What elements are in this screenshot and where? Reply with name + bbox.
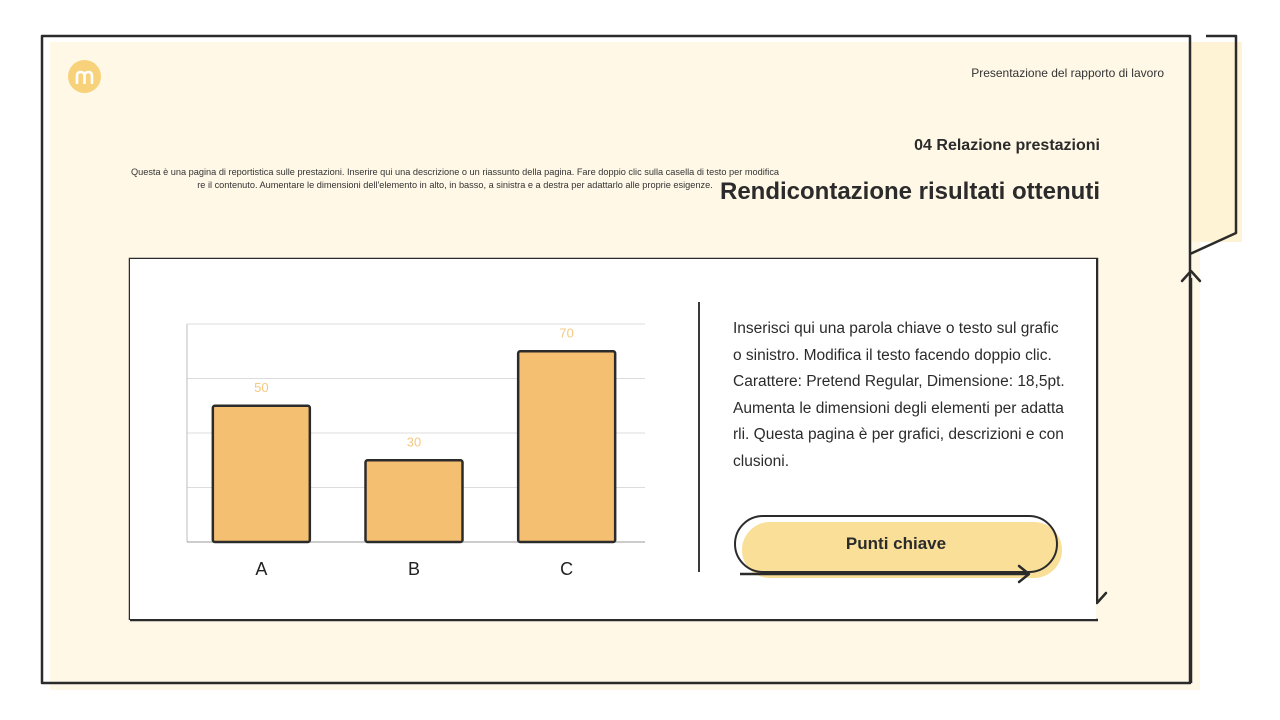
presentation-subtitle: Presentazione del rapporto di lavoro <box>971 66 1164 80</box>
page-title: Rendicontazione risultati ottenuti <box>719 178 1100 205</box>
bar-a <box>213 406 310 542</box>
chart-description: Inserisci qui una parola chiave o testo sul grafico sinistro. Modifica il testo facendo doppio clic. Carattere: Pretend Regular, Dimensione: 18,5pt. Aumenta le dimensioni degli elementi per adattarli. Questa pagina è per grafici, descrizioni e conclusioni. <box>733 320 1065 470</box>
tick-label-c: C <box>560 559 574 579</box>
page-description: Questa è una pagina di reportistica sulle prestazioni. Inserire qui una descrizione o un riassunto della pagina. Fare doppio clic sulla casella di testo per modificare il contenuto. Aumentare le dimensioni dell'elemento in alto, in basso, a sinistra e a destra per adattarlo alle proprie esigenze. <box>130 167 780 190</box>
bar-b <box>366 460 463 542</box>
vertical-divider <box>698 302 700 572</box>
tick-label-a: A <box>255 559 268 579</box>
data-label-a: 50 <box>254 379 269 395</box>
tick-label-b: B <box>407 559 421 579</box>
key-points-button[interactable]: Punti chiave <box>734 515 1058 573</box>
data-label-b: 30 <box>406 434 422 450</box>
section-label: 04 Relazione prestazioni <box>914 137 1100 154</box>
bar-c <box>518 351 615 542</box>
data-label-c: 70 <box>559 325 574 341</box>
